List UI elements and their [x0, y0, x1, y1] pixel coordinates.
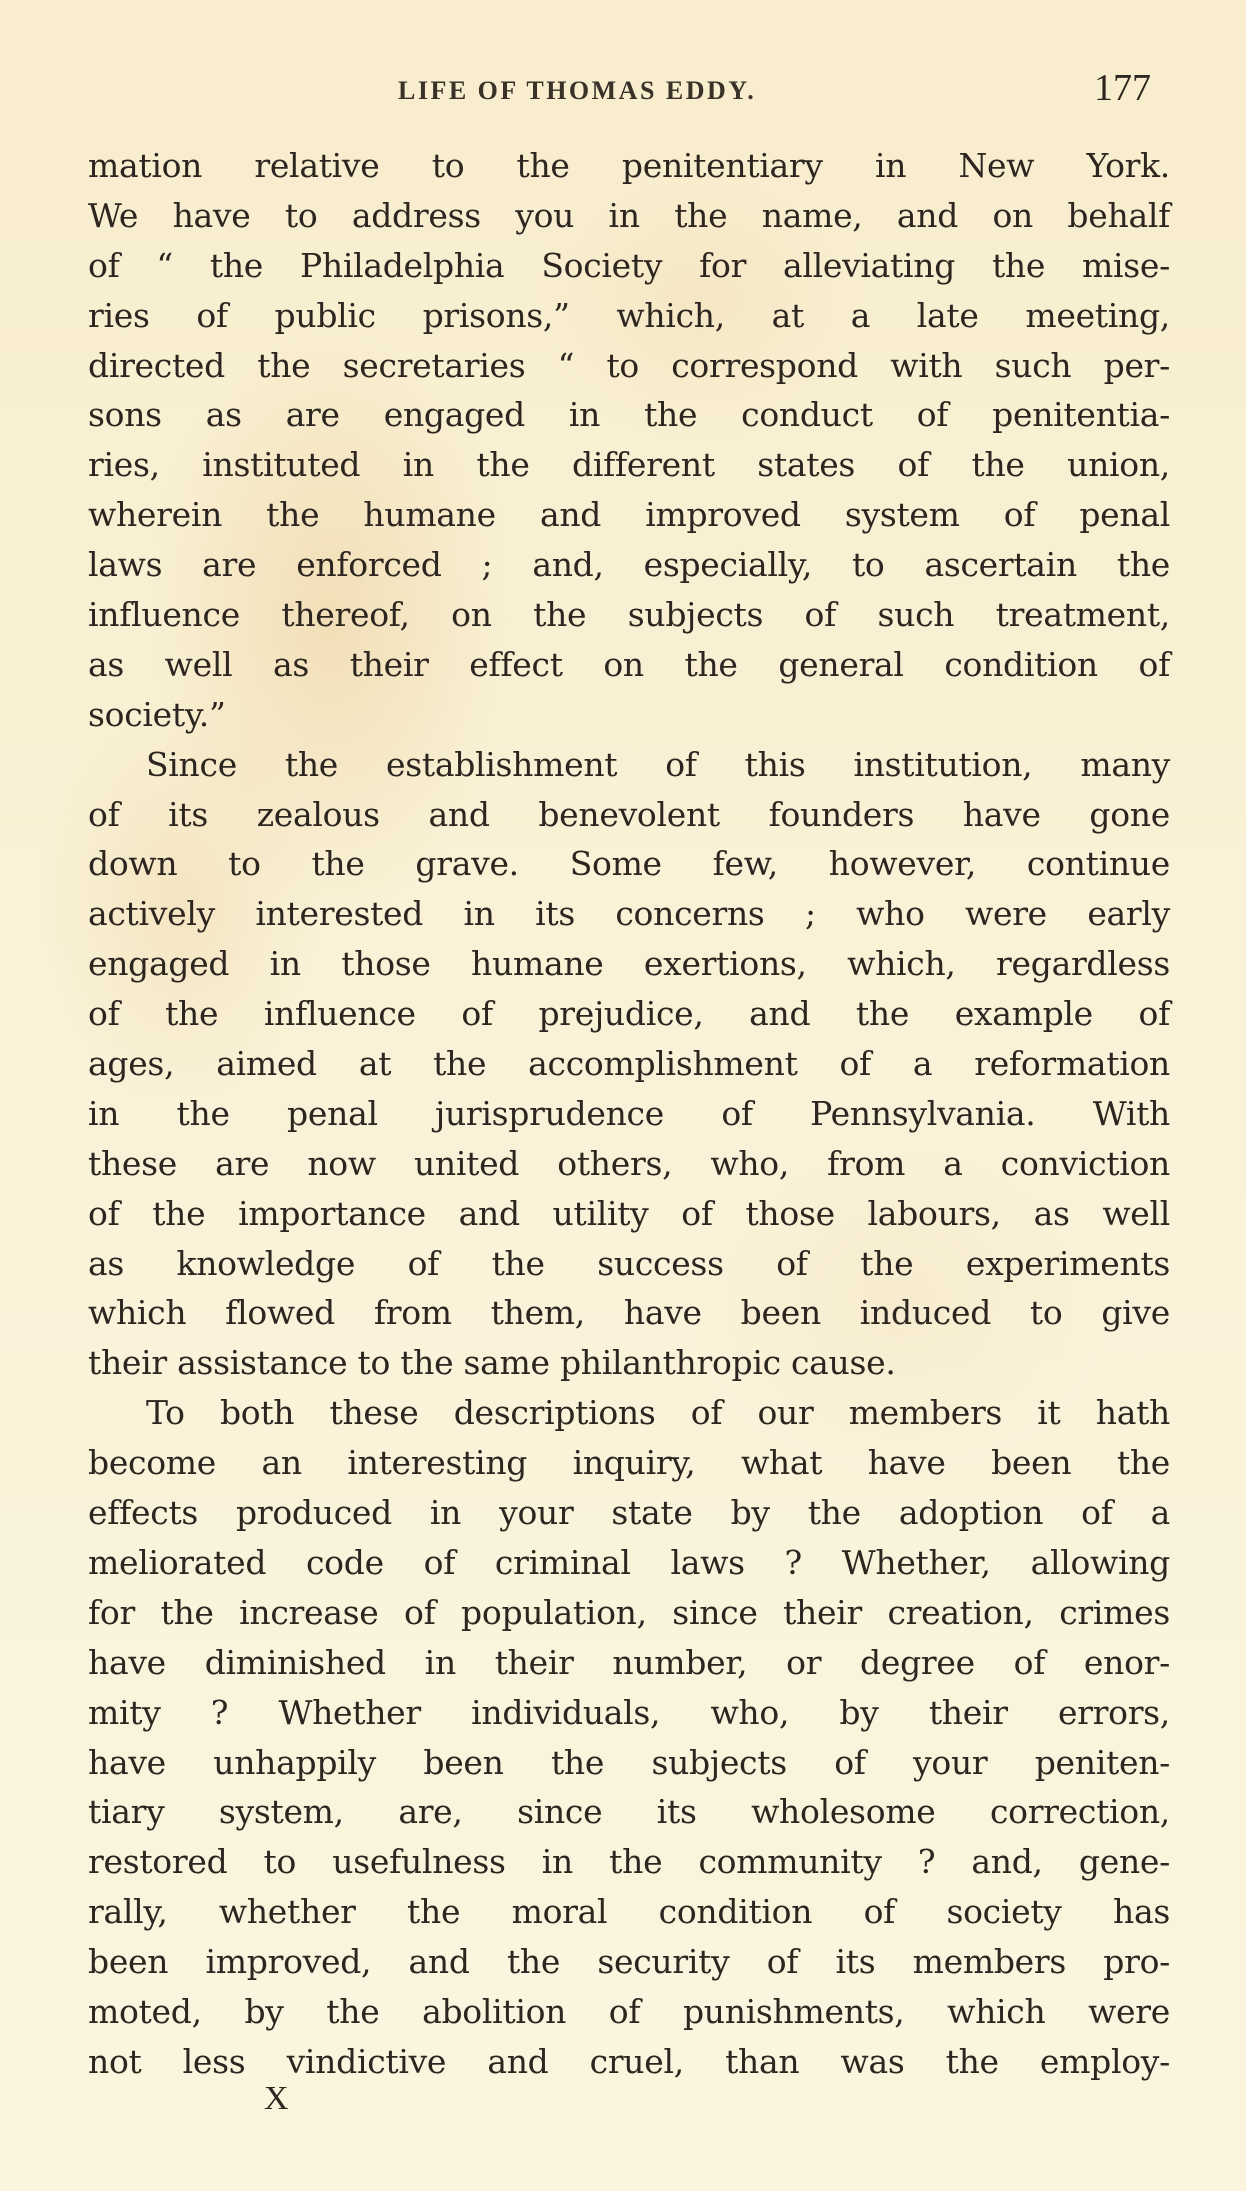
text-line: of the importance and utility of those labours, as well: [88, 1193, 1170, 1233]
text-line: which flowed from them, have been induced to give: [88, 1293, 1170, 1333]
text-line: as knowledge of the success of the experiments: [88, 1243, 1170, 1283]
text-line: influence thereof, on the subjects of such treatment,: [88, 595, 1170, 635]
page-header: [0, 67, 1246, 112]
text-line: meliorated code of criminal laws ? Whether, allowing: [88, 1542, 1170, 1582]
text-line: We have to address you in the name, and on behalf: [88, 195, 1170, 235]
text-line: Since the establishment of this institution, many: [146, 744, 1170, 784]
text-line: in the penal jurisprudence of Pennsylvania. With: [88, 1093, 1170, 1133]
running-head: LIFE OF THOMAS EDDY.: [398, 76, 757, 105]
text-line: engaged in those humane exertions, which, regardless: [88, 944, 1170, 984]
text-line: have diminished in their number, or degree of enor-: [88, 1642, 1170, 1682]
text-line: wherein the humane and improved system of penal: [88, 495, 1170, 535]
text-line: of the influence of prejudice, and the example of: [88, 994, 1170, 1034]
text-line: directed the secretaries “ to correspond with such per-: [88, 345, 1170, 385]
text-line: not less vindictive and cruel, than was the employ-: [88, 2041, 1170, 2081]
text-line: their assistance to the same philanthropic cause.: [88, 1343, 896, 1383]
page-number: 177: [1094, 67, 1151, 109]
text-line: moted, by the abolition of punishments, which were: [88, 1991, 1170, 2031]
text-line: society.”: [88, 694, 226, 734]
text-line: rally, whether the moral condition of society has: [88, 1892, 1170, 1932]
text-line: effects produced in your state by the adoption of a: [88, 1493, 1170, 1533]
text-line: laws are enforced ; and, especially, to ascertain the: [88, 545, 1170, 585]
body-text: [88, 141, 1170, 2087]
text-line: mation relative to the penitentiary in New York.: [88, 146, 1170, 185]
text-line: mity ? Whether individuals, who, by their errors,: [88, 1692, 1170, 1732]
text-line: of its zealous and benevolent founders have gone: [88, 794, 1170, 834]
text-line: for the increase of population, since their creation, crimes: [88, 1592, 1170, 1632]
text-line: ries of public prisons,” which, at a late meeting,: [88, 295, 1170, 335]
text-line: tiary system, are, since its wholesome correction,: [88, 1792, 1170, 1832]
text-line: these are now united others, who, from a conviction: [88, 1143, 1170, 1183]
signature-mark: X: [264, 2080, 289, 2117]
text-line: become an interesting inquiry, what have been the: [88, 1443, 1170, 1483]
text-line: as well as their effect on the general condition of: [88, 644, 1170, 684]
text-line: have unhappily been the subjects of your peniten-: [88, 1742, 1170, 1782]
text-line: been improved, and the security of its members pro-: [88, 1942, 1170, 1982]
text-line: down to the grave. Some few, however, continue: [88, 844, 1170, 884]
text-line: ries, instituted in the different states of the union,: [88, 445, 1170, 485]
text-line: ages, aimed at the accomplishment of a reformation: [88, 1044, 1170, 1084]
text-line: of “ the Philadelphia Society for alleviating the mise-: [88, 245, 1170, 285]
text-line: To both these descriptions of our members it hath: [146, 1393, 1170, 1433]
text-line: restored to usefulness in the community ? and, gene-: [88, 1842, 1170, 1882]
text-line: actively interested in its concerns ; who were early: [88, 894, 1170, 934]
text-line: sons as are engaged in the conduct of penitentia-: [88, 395, 1170, 435]
